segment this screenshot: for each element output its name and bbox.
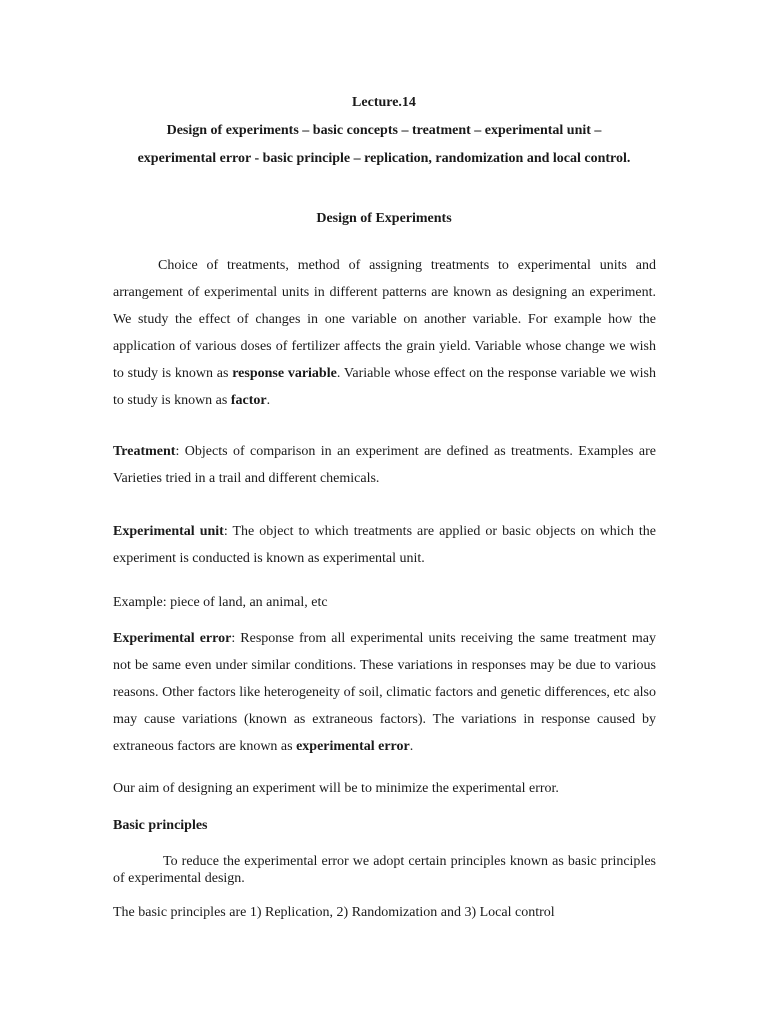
intro-text-3: . — [266, 393, 271, 408]
lecture-number: Lecture.14 — [352, 95, 416, 110]
principles-list-line: The basic principles are 1) Replication, 2) Randomization and 3) Local control — [113, 905, 555, 920]
principles-intro-paragraph: To reduce the experimental error we adopt certain principles known as basic principles of experimental design. — [113, 854, 656, 886]
experimental-error-term-2: experimental error — [296, 739, 410, 754]
basic-principles-heading-text: Basic principles — [113, 818, 208, 833]
experimental-unit-paragraph — [113, 518, 656, 572]
experimental-error-paragraph — [113, 625, 656, 760]
experimental-unit-term: Experimental unit — [113, 524, 224, 539]
treatment-text: : Objects of comparison in an experiment are defined as treatments. Examples are Varieties tried in a trail and different chemicals. — [113, 444, 656, 486]
section-heading: Design of Experiments — [316, 211, 452, 226]
intro-text-1: Choice of treatments, method of assigning treatments to experimental units and arrangement of experimental units in different patterns are known as designing an experiment. We study the effect of changes in one variable on another variable. For example how the application of various doses of fertilizer affects the grain yield. Variable whose change we wish to study is known as — [113, 258, 656, 381]
experimental-unit-text: : The object to which treatments are applied or basic objects on which the experiment is conducted is known as experimental unit. — [113, 524, 656, 566]
treatment-term: Treatment — [113, 444, 176, 459]
treatment-paragraph — [113, 438, 656, 492]
experimental-error-term: Experimental error — [113, 631, 232, 646]
aim-paragraph: Our aim of designing an experiment will be to minimize the experimental error. — [113, 781, 559, 796]
response-variable-term: response variable — [232, 366, 337, 381]
example-line: Example: piece of land, an animal, etc — [113, 595, 328, 610]
experimental-error-text-1: : Response from all experimental units receiving the same treatment may not be same even under similar conditions. These variations in responses may be due to various reasons. Other factors like heterogeneity of soil, climatic factors and genetic differences, etc also may cause variations (known as extraneous factors). The variations in response caused by extraneous factors are known as — [113, 631, 656, 754]
experimental-error-text-2: . — [409, 739, 414, 754]
lecture-title-line-1: Design of experiments – basic concepts – treatment – experimental unit – — [166, 123, 602, 138]
intro-text-2: . Variable whose effect on the response variable we wish to study is known as — [113, 366, 656, 408]
lecture-title-line-2: experimental error - basic principle – replication, randomization and local control. — [137, 151, 631, 166]
intro-paragraph — [113, 252, 656, 414]
basic-principles-heading — [113, 817, 656, 835]
factor-term: factor — [230, 393, 267, 408]
